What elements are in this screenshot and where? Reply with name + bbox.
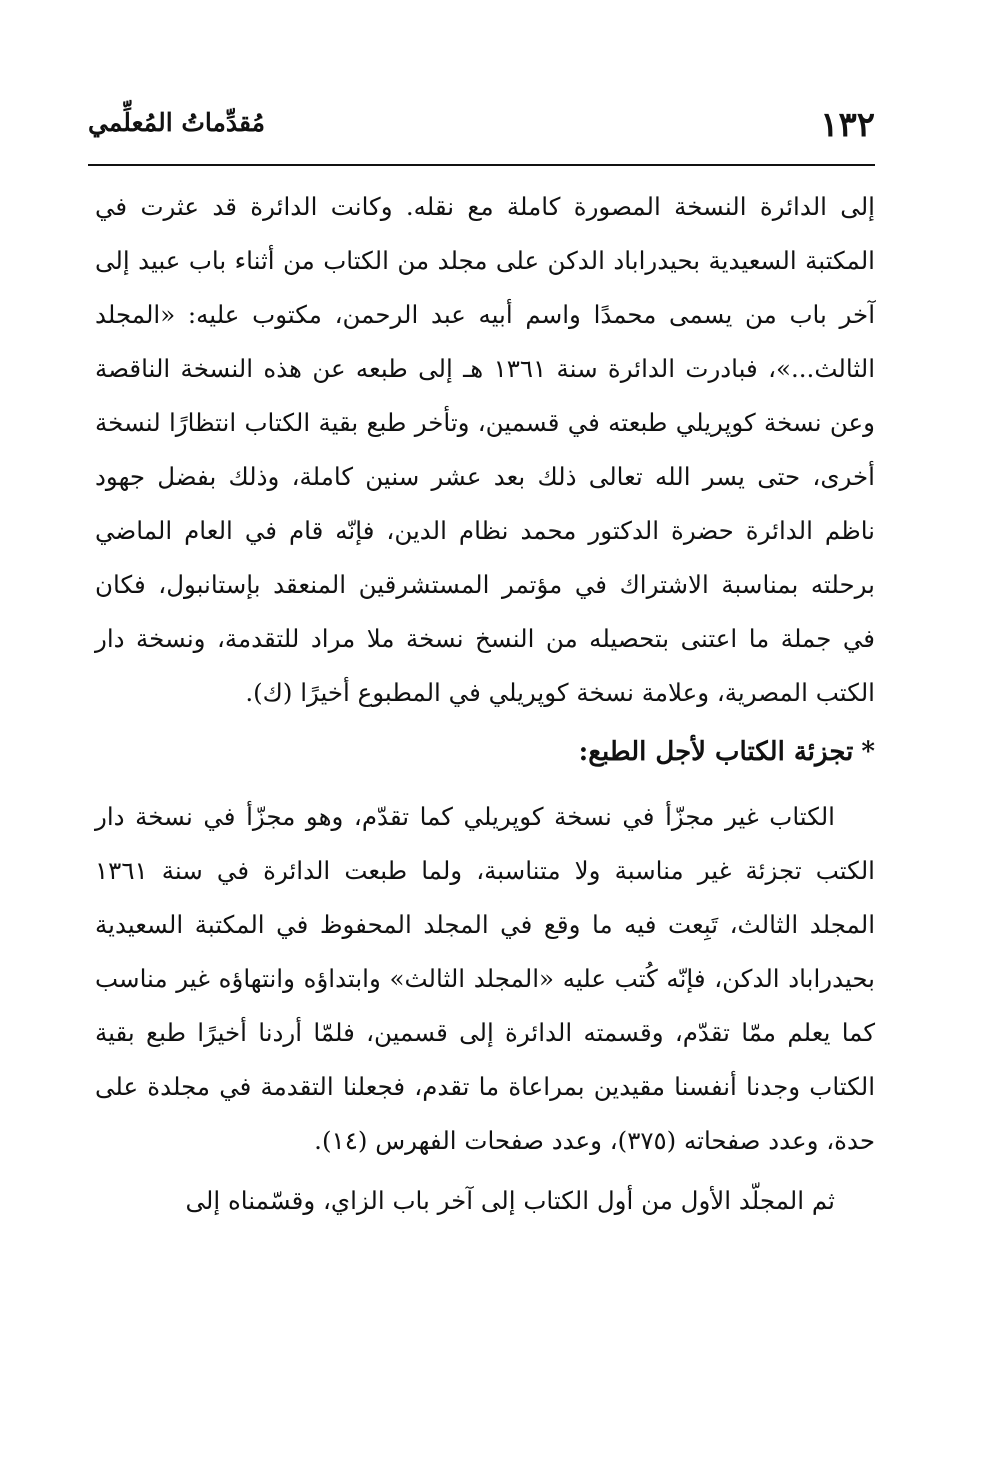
section-heading-text: تجزئة الكتاب لأجل الطبع: xyxy=(578,737,854,767)
page-header xyxy=(88,100,875,160)
header-divider xyxy=(88,164,875,166)
section-heading xyxy=(95,724,875,780)
paragraph-3: ثم المجلّد الأول من أول الكتاب إلى آخر باب الزاي، وقسّمناه إلى xyxy=(185,1186,835,1215)
bottom-margin xyxy=(0,1357,990,1457)
paragraph-1: إلى الدائرة النسخة المصورة كاملة مع نقله. وكانت الدائرة قد عثرت في المكتبة السعيدية بحيدراباد الدكن على مجلد من الكتاب من أثناء باب عبيد إلى آخر باب من يسمى محمدًا واسم أبيه عبد الرحمن، مكتوب عليه: «المجلد الثالث...»، فبادرت الدائرة سنة ١٣٦١ هـ إلى طبعه عن هذه النسخة الناقصة وعن نسخة كوپريلي طبعته في قسمين، وتأخر طبع بقية الكتاب انتظارًا لنسخة أخرى، حتى يسر الله تعالى ذلك بعد عشر سنين كاملة، وذلك بفضل جهود ناظم الدائرة حضرة الدكتور محمد نظام الدين، فإنّه قام في العام الماضي برحلته بمناسبة الاشتراك في مؤتمر المستشرقين المنعقد بإستانبول، فكان في جملة ما اعتنى بتحصيله من النسخ نسخة ملا مراد للتقدمة، ونسخة دار الكتب المصرية، وعلامة نسخة كوپريلي في المطبوع أخيرًا (ك). xyxy=(95,192,875,707)
running-title: مُقدِّماتُ المُعلِّمي xyxy=(88,108,266,137)
paragraph-2: الكتاب غير مجزّأ في نسخة كوپريلي كما تقدّم، وهو مجزّأ في نسخة دار الكتب تجزئة غير مناسبة ولا متناسبة، ولما طبعت الدائرة في سنة ١٣٦١ المجلد الثالث، تَبِعت فيه ما وقع في المجلد المحفوظ في المكتبة السعيدية بحيدراباد الدكن، فإنّه كُتب عليه «المجلد الثالث» وابتداؤه وانتهاؤه غير مناسب كما يعلم ممّا تقدّم، وقسمته الدائرة إلى قسمين، فلمّا أردنا أخيرًا طبع بقية الكتاب وجدنا أنفسنا مقيدين بمراعاة ما تقدم، فجعلنا التقدمة في مجلدة على حدة، وعدد صفحاته (٣٧٥)، وعدد صفحات الفهرس (١٤). xyxy=(95,802,875,1155)
star-marker: * xyxy=(861,737,875,767)
main-text xyxy=(95,180,875,1228)
page-number: ١٣٢ xyxy=(820,105,875,145)
